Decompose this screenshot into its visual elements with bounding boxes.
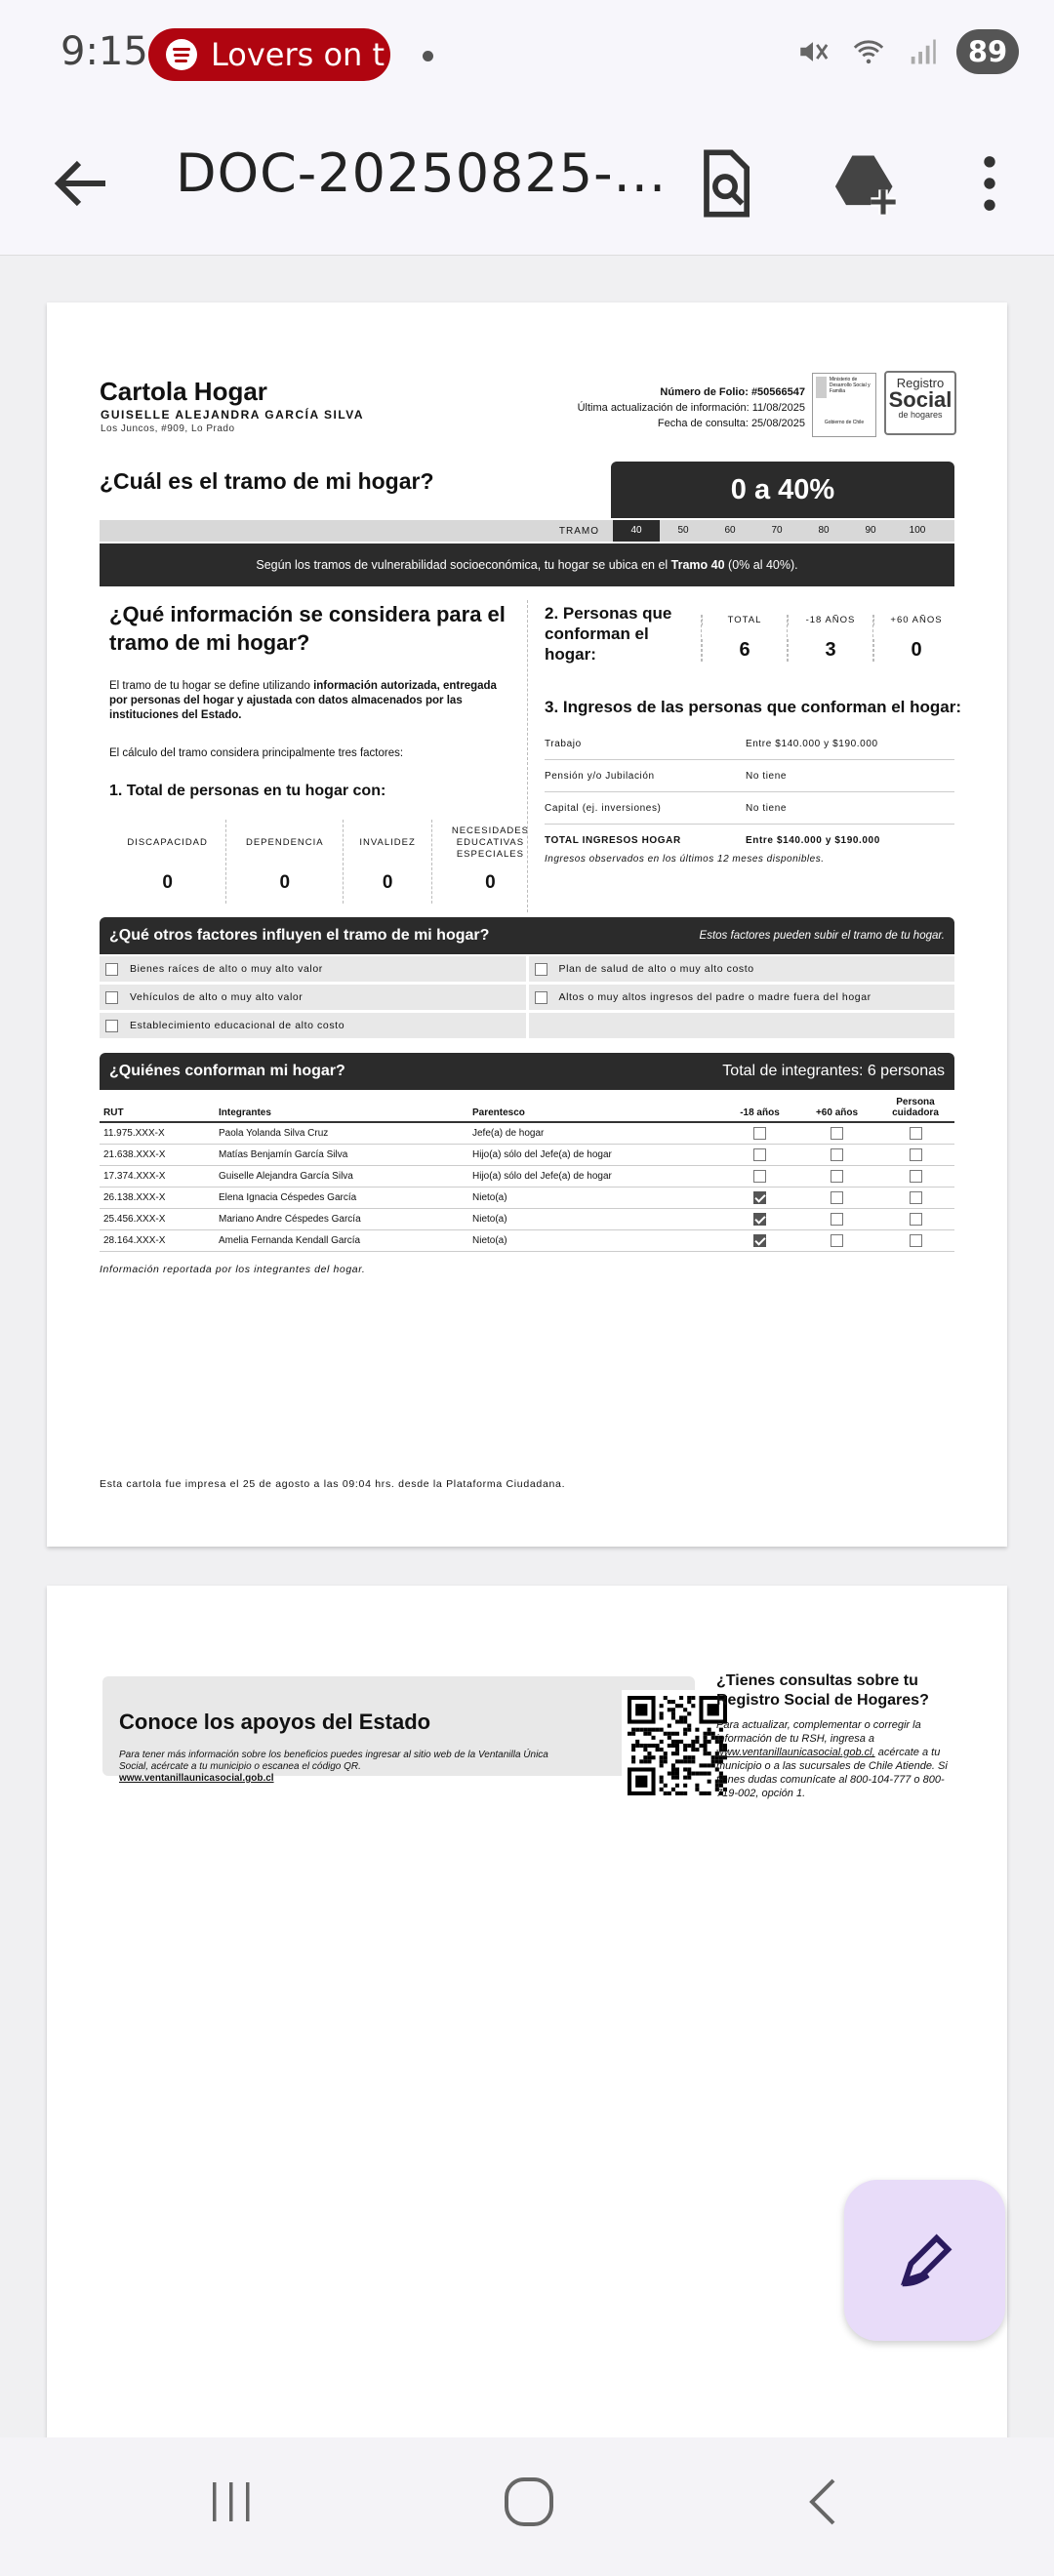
table-header-row: RUT Integrantes Parentesco -18 años +60 años Persona cuidadora bbox=[100, 1093, 954, 1122]
income-note: Ingresos observados en los últimos 12 meses disponibles. bbox=[545, 854, 825, 865]
tramo-scale-item: 50 bbox=[677, 525, 689, 536]
checkbox bbox=[535, 963, 547, 976]
checkbox bbox=[753, 1148, 766, 1161]
member-rut: 26.138.XXX-X bbox=[100, 1187, 215, 1208]
income-row: Pensión y/o Jubilación No tiene bbox=[545, 760, 954, 792]
factor-1-title: 1. Total de personas en tu hogar con: bbox=[109, 783, 386, 799]
updated-value: 11/08/2025 bbox=[751, 402, 805, 414]
checkbox bbox=[105, 963, 118, 976]
tramo-scale-item: 70 bbox=[771, 525, 783, 536]
recent-apps-icon[interactable] bbox=[207, 2475, 256, 2529]
checkbox bbox=[535, 991, 547, 1004]
tramo-question: ¿Cuál es el tramo de mi hogar? bbox=[100, 468, 434, 494]
apoyo-title: Conoce los apoyos del Estado bbox=[119, 1710, 431, 1734]
member-name: Guiselle Alejandra García Silva bbox=[215, 1165, 468, 1187]
factor-item: Altos o muy altos ingresos del padre o madre fuera del hogar bbox=[529, 985, 955, 1010]
member-rut: 28.164.XXX-X bbox=[100, 1229, 215, 1251]
table-row bbox=[100, 1144, 954, 1165]
checkbox bbox=[105, 1020, 118, 1032]
consult-block bbox=[716, 1671, 951, 1800]
factor-item-empty bbox=[529, 1013, 955, 1038]
arrow-left-icon[interactable] bbox=[47, 148, 117, 219]
members-note: Información reportada por los integrantes del hogar. bbox=[100, 1264, 366, 1275]
signal-icon bbox=[908, 35, 937, 68]
consult-description: Para actualizar, complementar o corregir la información de tu RSH, ingresa a www.ventanillaunicasocial.gob.cl, acércate a tu municipio o a las sucursales de Chile Atiende. Si tienes dudas comunícate al 800-104-777 o 800-719-002, opción 1. bbox=[716, 1719, 948, 1799]
member-relationship: Hijo(a) sólo del Jefe(a) de hogar bbox=[468, 1165, 722, 1187]
member-care-cell bbox=[876, 1165, 954, 1187]
checkbox bbox=[831, 1127, 843, 1140]
checkbox bbox=[831, 1213, 843, 1226]
checkbox bbox=[910, 1234, 922, 1247]
consult-link[interactable]: www.ventanillaunicasocial.gob.cl, bbox=[716, 1747, 875, 1758]
factor-2-columns bbox=[701, 615, 958, 662]
member-u18-cell bbox=[722, 1187, 797, 1208]
factor-1-col: DISCAPACIDAD 0 bbox=[109, 820, 226, 904]
member-relationship: Hijo(a) sólo del Jefe(a) de hogar bbox=[468, 1144, 722, 1165]
updated-label: Última actualización de información: bbox=[577, 402, 750, 414]
member-name: Amelia Fernanda Kendall García bbox=[215, 1229, 468, 1251]
edit-fab-button[interactable] bbox=[844, 2180, 1005, 2341]
other-factors-header: ¿Qué otros factores influyen el tramo de mi hogar? Estos factores pueden subir el tramo de tu hogar. bbox=[100, 917, 954, 954]
member-relationship: Jefe(a) de hogar bbox=[468, 1122, 722, 1144]
table-row bbox=[100, 1187, 954, 1208]
document-title: DOC-20250825-... bbox=[176, 142, 668, 204]
tramo-scale-item: 60 bbox=[724, 525, 736, 536]
notification-dot-icon bbox=[423, 51, 433, 61]
registro-social-logo: Registro Social de hogares bbox=[884, 371, 956, 435]
income-total-row: TOTAL INGRESOS HOGAR Entre $140.000 y $190.000 bbox=[545, 835, 880, 846]
info-question: ¿Qué información se considera para el tramo de mi hogar? bbox=[109, 602, 506, 655]
status-bar bbox=[0, 0, 1054, 109]
apoyo-link[interactable]: www.ventanillaunicasocial.gob.cl bbox=[119, 1773, 274, 1784]
factor-item: Establecimiento educacional de alto costo bbox=[100, 1013, 526, 1038]
checkbox bbox=[910, 1170, 922, 1183]
checkbox bbox=[753, 1234, 766, 1247]
checkbox bbox=[831, 1234, 843, 1247]
member-name: Paola Yolanda Silva Cruz bbox=[215, 1122, 468, 1144]
factor-1-columns bbox=[109, 820, 548, 904]
home-icon[interactable] bbox=[502, 2475, 556, 2529]
member-o60-cell bbox=[797, 1144, 876, 1165]
checkbox bbox=[753, 1191, 766, 1204]
checkbox bbox=[105, 991, 118, 1004]
factor-item: Plan de salud de alto o muy alto costo bbox=[529, 956, 955, 982]
member-relationship: Nieto(a) bbox=[468, 1208, 722, 1229]
checkbox bbox=[910, 1127, 922, 1140]
folio-value: #50566547 bbox=[750, 386, 805, 398]
checkbox bbox=[831, 1191, 843, 1204]
member-name: Mariano Andre Céspedes García bbox=[215, 1208, 468, 1229]
tramo-scale-item: 90 bbox=[865, 525, 876, 536]
navigation-bar bbox=[0, 2437, 1054, 2576]
holder-name: GUISELLE ALEJANDRA GARCÍA SILVA bbox=[101, 408, 365, 422]
edit-pen-icon bbox=[891, 2227, 959, 2295]
tramo-scale bbox=[100, 520, 954, 542]
consult-value: 25/08/2025 bbox=[750, 418, 805, 429]
member-care-cell bbox=[876, 1122, 954, 1144]
factor-2-col: -18 AÑOS 3 bbox=[787, 615, 872, 662]
member-rut: 17.374.XXX-X bbox=[100, 1165, 215, 1187]
holder-address: Los Juncos, #909, Lo Prado bbox=[101, 423, 235, 434]
consult-title: ¿Tienes consultas sobre tu Registro Social de Hogares? bbox=[716, 1672, 929, 1709]
factor-2-col: TOTAL 6 bbox=[701, 615, 787, 662]
member-o60-cell bbox=[797, 1208, 876, 1229]
checkbox bbox=[753, 1170, 766, 1183]
member-o60-cell bbox=[797, 1122, 876, 1144]
income-row: Trabajo Entre $140.000 y $190.000 bbox=[545, 728, 954, 760]
apoyo-card bbox=[102, 1676, 695, 1784]
info-paragraph-2: El cálculo del tramo considera principalmente tres factores: bbox=[109, 747, 404, 759]
members-table bbox=[100, 1093, 954, 1252]
media-pill[interactable] bbox=[148, 28, 390, 81]
member-care-cell bbox=[876, 1144, 954, 1165]
tramo-scale-item: 40 bbox=[613, 520, 660, 542]
mute-icon bbox=[796, 35, 830, 68]
checkbox bbox=[910, 1213, 922, 1226]
member-rut: 25.456.XXX-X bbox=[100, 1208, 215, 1229]
spotify-icon bbox=[166, 39, 197, 70]
media-pill-text: Lovers on t bbox=[211, 36, 385, 73]
page-title: Cartola Hogar bbox=[100, 377, 267, 406]
table-row bbox=[100, 1122, 954, 1144]
checkbox bbox=[753, 1127, 766, 1140]
tramo-scale-label: TRAMO bbox=[558, 525, 599, 537]
battery-indicator: 89 bbox=[956, 29, 1019, 74]
factor-item: Bienes raíces de alto o muy alto valor bbox=[100, 956, 526, 982]
factor-item: Vehículos de alto o muy alto valor bbox=[100, 985, 526, 1010]
member-u18-cell bbox=[722, 1144, 797, 1165]
factor-1-col: DEPENDENCIA 0 bbox=[226, 820, 344, 904]
checkbox bbox=[910, 1148, 922, 1161]
document-search-icon[interactable] bbox=[688, 146, 762, 221]
member-care-cell bbox=[876, 1208, 954, 1229]
table-row bbox=[100, 1229, 954, 1251]
column-divider bbox=[527, 600, 528, 912]
member-u18-cell bbox=[722, 1229, 797, 1251]
member-rut: 21.638.XXX-X bbox=[100, 1144, 215, 1165]
member-rut: 11.975.XXX-X bbox=[100, 1122, 215, 1144]
checkbox bbox=[910, 1191, 922, 1204]
print-footer: Esta cartola fue impresa el 25 de agosto a las 09:04 hrs. desde la Plataforma Ciudadana. bbox=[100, 1478, 566, 1490]
member-care-cell bbox=[876, 1229, 954, 1251]
checkbox bbox=[831, 1170, 843, 1183]
member-u18-cell bbox=[722, 1122, 797, 1144]
factor-1-col: INVALIDEZ 0 bbox=[344, 820, 431, 904]
checkbox bbox=[753, 1213, 766, 1226]
factor-2-title: 2. Personas que conforman el hogar: bbox=[545, 604, 672, 664]
member-u18-cell bbox=[722, 1165, 797, 1187]
member-o60-cell bbox=[797, 1187, 876, 1208]
member-relationship: Nieto(a) bbox=[468, 1229, 722, 1251]
tramo-scale-item: 80 bbox=[818, 525, 830, 536]
member-care-cell bbox=[876, 1187, 954, 1208]
tramo-scale-item: 100 bbox=[909, 525, 926, 536]
document-page-1 bbox=[47, 302, 1007, 1547]
folio-block bbox=[578, 384, 805, 431]
tramo-summary-band: Según los tramos de vulnerabilidad socioeconómica, tu hogar se ubica en el Tramo 40 (0% al 40%). bbox=[100, 543, 954, 586]
app-bar bbox=[0, 109, 1054, 256]
other-factors-list bbox=[100, 956, 954, 1038]
checkbox bbox=[831, 1148, 843, 1161]
wifi-icon bbox=[849, 35, 888, 68]
table-row bbox=[100, 1208, 954, 1229]
member-o60-cell bbox=[797, 1165, 876, 1187]
member-relationship: Nieto(a) bbox=[468, 1187, 722, 1208]
member-u18-cell bbox=[722, 1208, 797, 1229]
income-table bbox=[545, 728, 954, 857]
factor-1-col: NECESIDADES EDUCATIVAS ESPECIALES 0 bbox=[451, 825, 529, 893]
factor-3-title: 3. Ingresos de las personas que conforman el hogar: bbox=[545, 698, 962, 716]
member-o60-cell bbox=[797, 1229, 876, 1251]
drive-add-icon[interactable] bbox=[828, 146, 902, 221]
income-row: Capital (ej. inversiones) No tiene bbox=[545, 792, 954, 825]
table-row bbox=[100, 1165, 954, 1187]
back-nav-icon[interactable] bbox=[800, 2475, 849, 2529]
consult-label: Fecha de consulta: bbox=[657, 418, 749, 429]
member-name: Elena Ignacia Céspedes García bbox=[215, 1187, 468, 1208]
tramo-value: 0 a 40% bbox=[611, 462, 954, 518]
gobierno-logo: Ministerio de Desarrollo Social y Familia Gobierno de Chile bbox=[812, 373, 876, 437]
member-name: Matías Benjamín García Silva bbox=[215, 1144, 468, 1165]
members-header: ¿Quiénes conforman mi hogar? Total de integrantes: 6 personas bbox=[100, 1053, 954, 1090]
more-vert-icon[interactable] bbox=[953, 146, 1027, 221]
folio-label: Número de Folio: bbox=[660, 386, 749, 398]
status-time: 9:15 bbox=[61, 29, 148, 74]
factor-2-col: +60 AÑOS 0 bbox=[872, 615, 958, 662]
info-paragraph: El tramo de tu hogar se define utilizando información autorizada, entregada por personas del hogar y ajustada con datos almacenados por las instituciones del Estado. bbox=[109, 680, 497, 721]
apoyo-description: Para tener más información sobre los beneficios puedes ingresar al sitio web de la Ventanilla Única Social, acércate a tu municipio o escanea el código QR. www.ventanillaunicasocial.gob.cl bbox=[119, 1750, 548, 1784]
